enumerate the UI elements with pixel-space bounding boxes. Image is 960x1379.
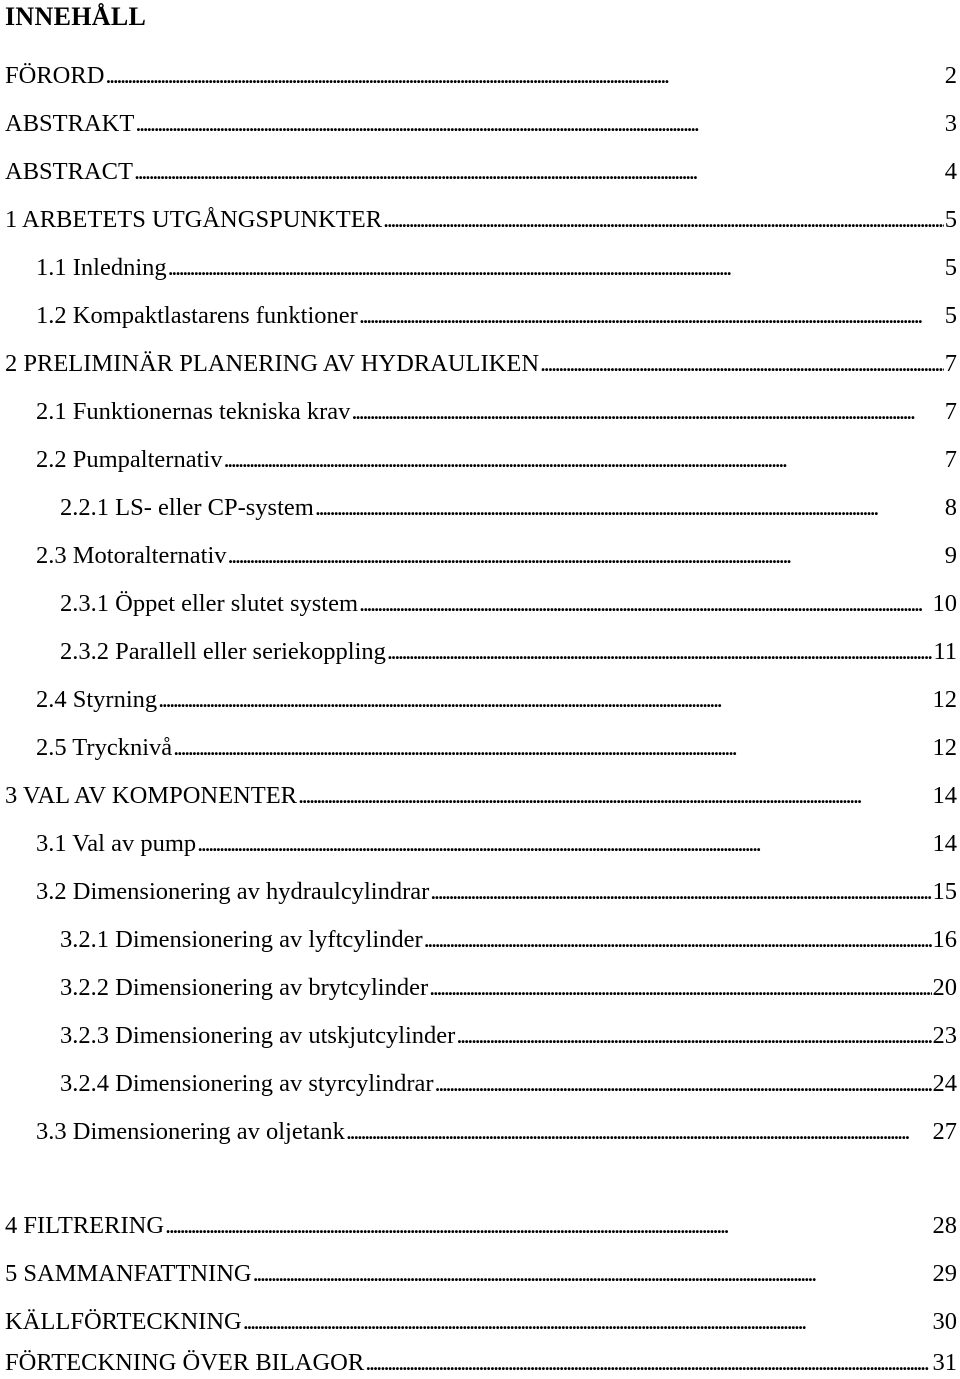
toc-entry-page: 31 <box>932 1349 957 1376</box>
toc-entry-section-3-2[interactable] <box>36 876 957 908</box>
toc-dot-leader <box>424 924 932 956</box>
toc-dot-leader <box>359 588 931 620</box>
toc-entry-page: 29 <box>932 1260 957 1287</box>
toc-entry-abstract[interactable] <box>5 156 957 188</box>
toc-entry-section-1-2[interactable] <box>36 300 957 332</box>
toc-entry-page: 27 <box>932 1118 957 1145</box>
toc-dot-leader <box>223 444 943 476</box>
toc-entry-page: 14 <box>932 782 957 809</box>
toc-entry-page: 14 <box>932 830 957 857</box>
toc-dot-leader <box>253 1258 932 1290</box>
toc-entry-page: 20 <box>932 974 957 1001</box>
toc-entry-section-2-2[interactable] <box>36 444 957 476</box>
toc-entry-page: 7 <box>944 446 957 473</box>
toc-dot-leader <box>351 396 943 428</box>
toc-entry-title: 2.5 Trycknivå <box>36 734 173 761</box>
toc-entry-title: 1.1 Inledning <box>36 254 167 281</box>
toc-dot-leader <box>387 636 933 668</box>
toc-heading: INNEHÅLL <box>5 2 147 31</box>
toc-entry-page: 9 <box>944 542 957 569</box>
toc-entry-page: 2 <box>944 62 957 89</box>
toc-entry-title: ABSTRACT <box>5 158 133 185</box>
toc-entry-chapter-2[interactable] <box>5 348 957 380</box>
toc-entry-title: 3.2.2 Dimensionering av brytcylinder <box>60 974 429 1001</box>
toc-entry-chapter-3[interactable] <box>5 780 957 812</box>
toc-entry-title: 2.3 Motoralternativ <box>36 542 227 569</box>
toc-entry-title: KÄLLFÖRTECKNING <box>5 1308 242 1335</box>
toc-entry-title: 3 VAL AV KOMPONENTER <box>5 782 298 809</box>
toc-entry-title: 2.4 Styrning <box>36 686 158 713</box>
toc-entry-page: 12 <box>932 734 957 761</box>
toc-entry-title: 3.2.1 Dimensionering av lyftcylinder <box>60 926 423 953</box>
toc-dot-leader <box>197 828 931 860</box>
toc-entry-title: FÖRORD <box>5 62 105 89</box>
toc-entry-appendices[interactable] <box>5 1347 957 1379</box>
toc-dot-leader <box>359 300 944 332</box>
toc-entry-references[interactable] <box>5 1306 957 1338</box>
toc-entry-section-3-3[interactable] <box>36 1116 957 1148</box>
toc-entry-page: 3 <box>944 110 957 137</box>
toc-dot-leader <box>365 1347 931 1379</box>
toc-entry-title: FÖRTECKNING ÖVER BILAGOR <box>5 1349 365 1376</box>
toc-entry-page: 8 <box>944 494 957 521</box>
toc-dot-leader <box>158 684 931 716</box>
toc-entry-section-2-5[interactable] <box>36 732 957 764</box>
toc-entry-page: 11 <box>933 638 957 665</box>
toc-dot-leader <box>346 1116 932 1148</box>
toc-entry-section-3-2-3[interactable] <box>60 1020 957 1052</box>
toc-entry-section-1-1[interactable] <box>36 252 957 284</box>
toc-entry-title: 1 ARBETETS UTGÅNGSPUNKTER <box>5 206 383 233</box>
toc-entry-title: 3.2.4 Dimensionering av styrcylindrar <box>60 1070 434 1097</box>
toc-entry-page: 30 <box>932 1308 957 1335</box>
toc-dot-leader <box>383 204 944 236</box>
toc-dot-leader <box>540 348 944 380</box>
toc-entry-chapter-5[interactable] <box>5 1258 957 1290</box>
toc-entry-page: 23 <box>932 1022 957 1049</box>
toc-dot-leader <box>135 108 943 140</box>
toc-entry-page: 10 <box>932 590 957 617</box>
toc-dot-leader <box>168 252 944 284</box>
toc-dot-leader <box>435 1068 932 1100</box>
toc-entry-title: 1.2 Kompaktlastarens funktioner <box>36 302 358 329</box>
toc-dot-leader <box>429 972 931 1004</box>
toc-dot-leader <box>228 540 944 572</box>
toc-entry-title: 2.3.1 Öppet eller slutet system <box>60 590 359 617</box>
toc-entry-section-3-2-1[interactable] <box>60 924 957 956</box>
toc-entry-title: ABSTRAKT <box>5 110 135 137</box>
toc-entry-page: 24 <box>932 1070 957 1097</box>
toc-dot-leader <box>456 1020 931 1052</box>
toc-entry-section-3-1[interactable] <box>36 828 957 860</box>
toc-entry-page: 7 <box>944 350 957 377</box>
toc-entry-section-2-2-1[interactable] <box>60 492 957 524</box>
toc-dot-leader <box>165 1210 931 1242</box>
toc-entry-page: 7 <box>944 398 957 425</box>
toc-dot-leader <box>298 780 931 812</box>
toc-entry-chapter-4[interactable] <box>5 1210 957 1242</box>
toc-dot-leader <box>315 492 944 524</box>
toc-entry-page: 28 <box>932 1212 957 1239</box>
toc-entry-title: 5 SAMMANFATTNING <box>5 1260 252 1287</box>
toc-entry-section-3-2-2[interactable] <box>60 972 957 1004</box>
toc-entry-page: 15 <box>932 878 957 905</box>
toc-entry-chapter-1[interactable] <box>5 204 957 236</box>
toc-entry-title: 2.3.2 Parallell eller seriekoppling <box>60 638 386 665</box>
toc-entry-page: 16 <box>932 926 957 953</box>
toc-entry-page: 12 <box>932 686 957 713</box>
toc-entry-title: 3.2 Dimensionering av hydraulcylindrar <box>36 878 430 905</box>
toc-entry-title: 2 PRELIMINÄR PLANERING AV HYDRAULIKEN <box>5 350 540 377</box>
toc-entry-title: 3.3 Dimensionering av oljetank <box>36 1118 345 1145</box>
toc-entry-title: 2.1 Funktionernas tekniska krav <box>36 398 351 425</box>
toc-entry-title: 2.2 Pumpalternativ <box>36 446 223 473</box>
toc-dot-leader <box>243 1306 932 1338</box>
toc-entry-section-2-1[interactable] <box>36 396 957 428</box>
toc-dot-leader <box>105 60 943 92</box>
toc-dot-leader <box>173 732 931 764</box>
toc-entry-title: 3.2.3 Dimensionering av utskjutcylinder <box>60 1022 456 1049</box>
toc-entry-abstrakt[interactable] <box>5 108 957 140</box>
toc-dot-leader <box>134 156 944 188</box>
toc-dot-leader <box>430 876 931 908</box>
toc-entry-title: 4 FILTRERING <box>5 1212 165 1239</box>
toc-entry-title: 2.2.1 LS- eller CP-system <box>60 494 314 521</box>
toc-entry-section-2-4[interactable] <box>36 684 957 716</box>
toc-entry-page: 5 <box>944 206 957 233</box>
toc-entry-section-3-2-4[interactable] <box>60 1068 957 1100</box>
toc-entry-section-2-3-1[interactable] <box>60 588 957 620</box>
toc-entry-fororc[interactable] <box>5 60 957 92</box>
toc-entry-title: 3.1 Val av pump <box>36 830 197 857</box>
toc-entry-page: 5 <box>944 302 957 329</box>
toc-entry-section-2-3-2[interactable] <box>60 636 957 668</box>
toc-entry-page: 4 <box>944 158 957 185</box>
toc-entry-section-2-3[interactable] <box>36 540 957 572</box>
toc-entry-page: 5 <box>944 254 957 281</box>
